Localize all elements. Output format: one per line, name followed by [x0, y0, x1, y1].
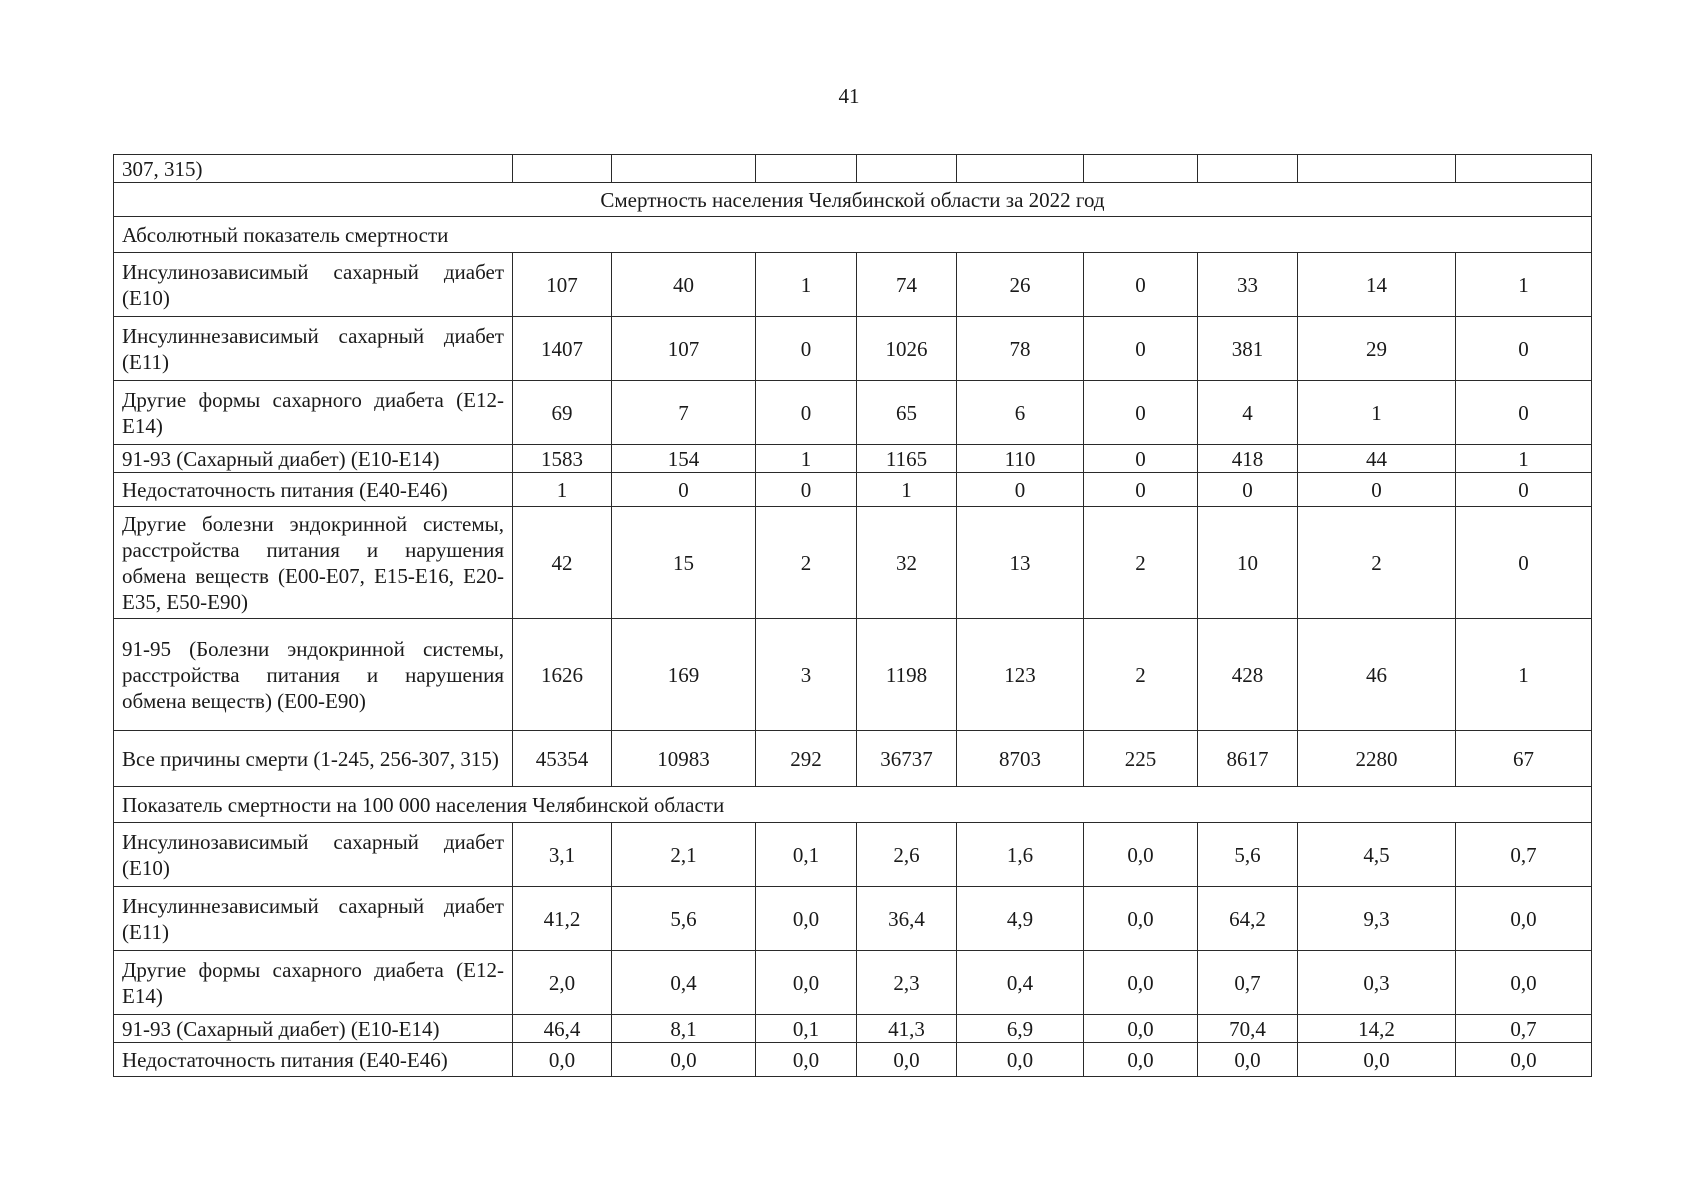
value-cell: 0,0 [756, 1043, 857, 1077]
value-cell: 4,5 [1298, 823, 1456, 887]
value-cell: 0,7 [1456, 823, 1592, 887]
value-cell: 4 [1198, 381, 1298, 445]
value-cell: 10 [1198, 507, 1298, 619]
table-cell [957, 155, 1084, 183]
value-cell: 46,4 [513, 1015, 612, 1043]
row-label: Другие формы сахарного диабета (E12-E14) [114, 951, 513, 1015]
value-cell: 0 [1084, 381, 1198, 445]
table-row [114, 619, 1592, 731]
value-cell: 2,1 [612, 823, 756, 887]
row-label: Недостаточность питания (E40-E46) [114, 1043, 513, 1077]
table-row [114, 253, 1592, 317]
value-cell: 5,6 [1198, 823, 1298, 887]
row-label: 91-93 (Сахарный диабет) (E10-E14) [114, 445, 513, 473]
value-cell: 2,6 [857, 823, 957, 887]
value-cell: 0,0 [1198, 1043, 1298, 1077]
value-cell: 1 [1456, 253, 1592, 317]
value-cell: 0,4 [612, 951, 756, 1015]
table-cell [1084, 155, 1198, 183]
value-cell: 2 [756, 507, 857, 619]
value-cell: 26 [957, 253, 1084, 317]
value-cell: 292 [756, 731, 857, 787]
value-cell: 70,4 [1198, 1015, 1298, 1043]
value-cell: 0,0 [513, 1043, 612, 1077]
table-cell [756, 155, 857, 183]
value-cell: 0,0 [1084, 951, 1198, 1015]
value-cell: 0,0 [1084, 1043, 1198, 1077]
value-cell: 46 [1298, 619, 1456, 731]
value-cell: 8,1 [612, 1015, 756, 1043]
value-cell: 0,0 [1298, 1043, 1456, 1077]
value-cell: 41,3 [857, 1015, 957, 1043]
value-cell: 0 [756, 473, 857, 507]
value-cell: 64,2 [1198, 887, 1298, 951]
row-label: Инсулиннезависимый сахарный диабет (E11) [114, 317, 513, 381]
table-cell [612, 155, 756, 183]
value-cell: 6 [957, 381, 1084, 445]
table-row [114, 507, 1592, 619]
table-cell [513, 155, 612, 183]
value-cell: 0,0 [1084, 887, 1198, 951]
value-cell: 0 [1084, 253, 1198, 317]
section-heading: Абсолютный показатель смертности [114, 217, 1592, 253]
value-cell: 10983 [612, 731, 756, 787]
table-title: Смертность населения Челябинской области за 2022 год [114, 183, 1592, 217]
value-cell: 2,3 [857, 951, 957, 1015]
row-label: 91-95 (Болезни эндокринной системы, расстройства питания и нарушения обмена веществ) (E00-E90) [114, 619, 513, 731]
value-cell: 107 [513, 253, 612, 317]
table-row [114, 155, 1592, 183]
value-cell: 1026 [857, 317, 957, 381]
value-cell: 0 [957, 473, 1084, 507]
value-cell: 33 [1198, 253, 1298, 317]
table-cell [1198, 155, 1298, 183]
section-heading-row [114, 217, 1592, 253]
value-cell: 0,4 [957, 951, 1084, 1015]
value-cell: 1,6 [957, 823, 1084, 887]
row-label: Инсулинозависимый сахарный диабет (E10) [114, 823, 513, 887]
section-heading: Показатель смертности на 100 000 населения Челябинской области [114, 787, 1592, 823]
table-row [114, 381, 1592, 445]
value-cell: 428 [1198, 619, 1298, 731]
value-cell: 8703 [957, 731, 1084, 787]
table-row [114, 731, 1592, 787]
value-cell: 0,3 [1298, 951, 1456, 1015]
value-cell: 69 [513, 381, 612, 445]
value-cell: 1 [1456, 445, 1592, 473]
value-cell: 67 [1456, 731, 1592, 787]
table-row [114, 1043, 1592, 1077]
value-cell: 0 [1298, 473, 1456, 507]
value-cell: 0,7 [1456, 1015, 1592, 1043]
table-cell [1456, 155, 1592, 183]
row-label: Все причины смерти (1-245, 256-307, 315) [114, 731, 513, 787]
value-cell: 36,4 [857, 887, 957, 951]
row-label: 91-93 (Сахарный диабет) (E10-E14) [114, 1015, 513, 1043]
value-cell: 0,0 [957, 1043, 1084, 1077]
value-cell: 2 [1084, 619, 1198, 731]
value-cell: 0,0 [1456, 887, 1592, 951]
value-cell: 7 [612, 381, 756, 445]
value-cell: 0,1 [756, 1015, 857, 1043]
mortality-table [113, 154, 1592, 1077]
value-cell: 154 [612, 445, 756, 473]
value-cell: 0,0 [1084, 823, 1198, 887]
value-cell: 0,0 [1456, 951, 1592, 1015]
value-cell: 5,6 [612, 887, 756, 951]
value-cell: 2 [1084, 507, 1198, 619]
value-cell: 1198 [857, 619, 957, 731]
row-label: Другие болезни эндокринной системы, расстройства питания и нарушения обмена веществ (E00-E07, E15-E16, E20-E35, E50-E90) [114, 507, 513, 619]
value-cell: 1626 [513, 619, 612, 731]
value-cell: 2 [1298, 507, 1456, 619]
table-row [114, 887, 1592, 951]
value-cell: 0,0 [756, 887, 857, 951]
value-cell: 32 [857, 507, 957, 619]
row-label: Другие формы сахарного диабета (E12-E14) [114, 381, 513, 445]
row-label: Инсулиннезависимый сахарный диабет (E11) [114, 887, 513, 951]
value-cell: 45354 [513, 731, 612, 787]
value-cell: 107 [612, 317, 756, 381]
value-cell: 1 [857, 473, 957, 507]
value-cell: 0,0 [612, 1043, 756, 1077]
value-cell: 36737 [857, 731, 957, 787]
value-cell: 0,1 [756, 823, 857, 887]
value-cell: 42 [513, 507, 612, 619]
value-cell: 225 [1084, 731, 1198, 787]
row-label: 307, 315) [114, 155, 513, 183]
value-cell: 2280 [1298, 731, 1456, 787]
value-cell: 1 [756, 253, 857, 317]
value-cell: 0 [1456, 317, 1592, 381]
value-cell: 0,0 [1456, 1043, 1592, 1077]
value-cell: 1 [1456, 619, 1592, 731]
value-cell: 0,0 [756, 951, 857, 1015]
table-title-row [114, 183, 1592, 217]
value-cell: 1583 [513, 445, 612, 473]
value-cell: 3,1 [513, 823, 612, 887]
value-cell: 74 [857, 253, 957, 317]
value-cell: 40 [612, 253, 756, 317]
value-cell: 6,9 [957, 1015, 1084, 1043]
table-row [114, 473, 1592, 507]
value-cell: 0 [1084, 317, 1198, 381]
value-cell: 9,3 [1298, 887, 1456, 951]
row-label: Инсулинозависимый сахарный диабет (E10) [114, 253, 513, 317]
value-cell: 65 [857, 381, 957, 445]
value-cell: 123 [957, 619, 1084, 731]
table-row [114, 823, 1592, 887]
value-cell: 78 [957, 317, 1084, 381]
value-cell: 15 [612, 507, 756, 619]
row-label: Недостаточность питания (E40-E46) [114, 473, 513, 507]
value-cell: 1407 [513, 317, 612, 381]
value-cell: 0,7 [1198, 951, 1298, 1015]
value-cell: 418 [1198, 445, 1298, 473]
section-heading-row [114, 787, 1592, 823]
value-cell: 0 [612, 473, 756, 507]
value-cell: 3 [756, 619, 857, 731]
value-cell: 1 [1298, 381, 1456, 445]
value-cell: 0 [1456, 507, 1592, 619]
value-cell: 29 [1298, 317, 1456, 381]
table-cell [857, 155, 957, 183]
value-cell: 14,2 [1298, 1015, 1456, 1043]
table-row [114, 1015, 1592, 1043]
page-number: 41 [838, 84, 860, 108]
value-cell: 14 [1298, 253, 1456, 317]
table-row [114, 317, 1592, 381]
value-cell: 1 [756, 445, 857, 473]
value-cell: 0 [1198, 473, 1298, 507]
value-cell: 0 [1456, 473, 1592, 507]
value-cell: 0,0 [857, 1043, 957, 1077]
table-cell [1298, 155, 1456, 183]
value-cell: 0,0 [1084, 1015, 1198, 1043]
table-row [114, 951, 1592, 1015]
value-cell: 44 [1298, 445, 1456, 473]
value-cell: 2,0 [513, 951, 612, 1015]
value-cell: 0 [1084, 445, 1198, 473]
value-cell: 169 [612, 619, 756, 731]
table-row [114, 445, 1592, 473]
value-cell: 41,2 [513, 887, 612, 951]
value-cell: 13 [957, 507, 1084, 619]
value-cell: 1165 [857, 445, 957, 473]
value-cell: 0 [1456, 381, 1592, 445]
value-cell: 110 [957, 445, 1084, 473]
value-cell: 0 [756, 381, 857, 445]
value-cell: 1 [513, 473, 612, 507]
value-cell: 0 [1084, 473, 1198, 507]
value-cell: 0 [756, 317, 857, 381]
value-cell: 381 [1198, 317, 1298, 381]
value-cell: 8617 [1198, 731, 1298, 787]
value-cell: 4,9 [957, 887, 1084, 951]
